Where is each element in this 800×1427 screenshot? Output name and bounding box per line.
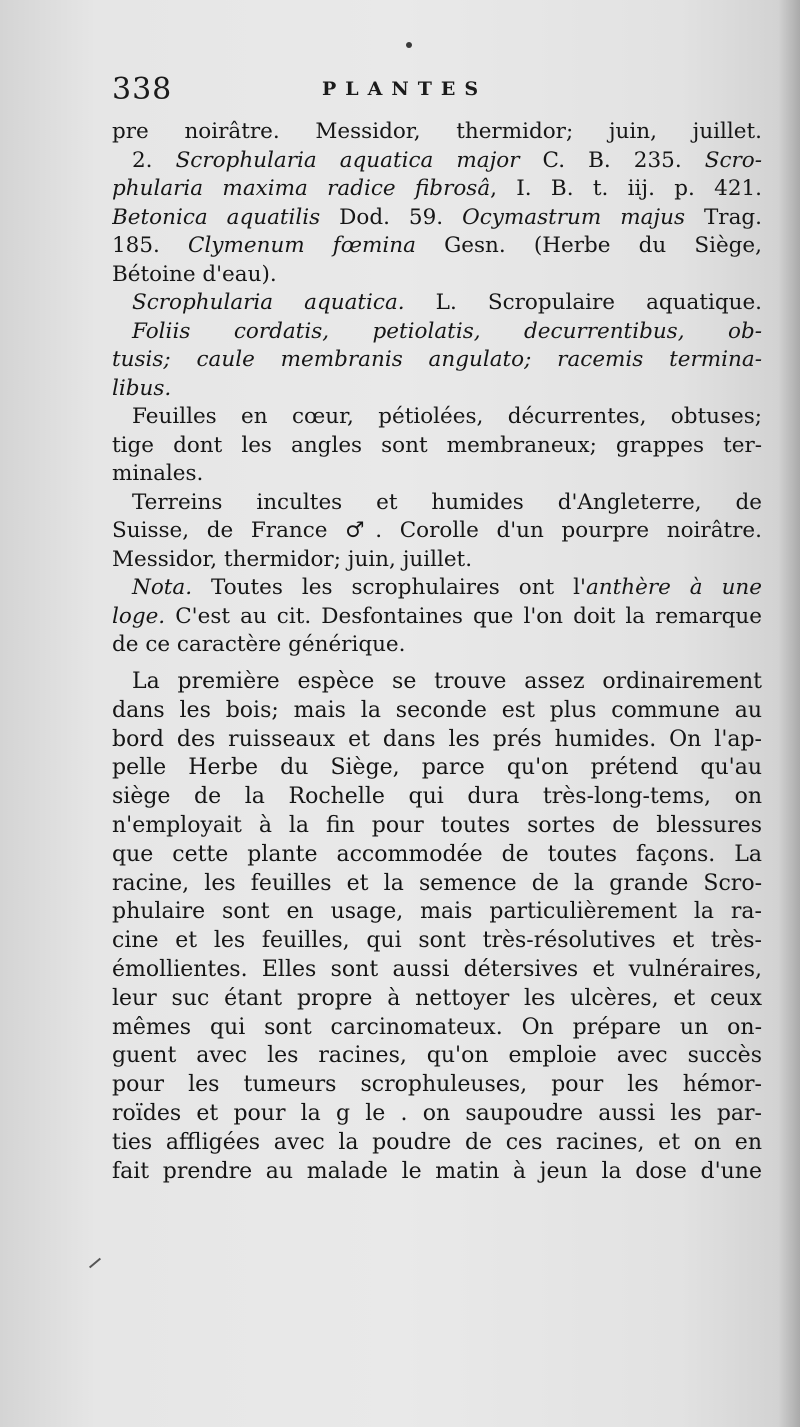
- page-edge-shadow: [778, 0, 800, 1427]
- text-run: 2.: [132, 147, 176, 173]
- text-run-italic: Scrophularia aquatica.: [132, 290, 405, 315]
- paragraph-line: leur suc étant propre à nettoyer les ulcères, et ceux: [112, 985, 762, 1011]
- text-run: , I. B. t. iij. p. 421.: [490, 176, 762, 201]
- nota-line: [112, 603, 762, 632]
- text-line: [112, 175, 762, 204]
- commentary-paragraph: [112, 668, 762, 1186]
- text-run: Trag.: [684, 204, 762, 230]
- paragraph-line: siège de la Rochelle qui dura très-long-tems, on: [112, 784, 762, 810]
- paragraph-line: La première espèce se trouve assez ordinairement: [132, 669, 762, 694]
- text-run: Dod. 59.: [320, 204, 463, 230]
- paragraph-line: cine et les feuilles, qui sont très-résolutives et très-: [112, 928, 762, 954]
- text-line: [112, 232, 762, 261]
- text-line: Suisse, de France ♂. Corolle d'un pourpre noirâtre.: [112, 518, 762, 543]
- text-line-italic: tusis; caule membranis angulato; racemis termina-: [112, 347, 762, 372]
- ink-dot: [406, 42, 412, 48]
- text-run-italic: Clymenum fœmina: [188, 233, 416, 258]
- nota-label: Nota.: [132, 575, 193, 600]
- text-run-italic: anthère à une: [585, 575, 762, 600]
- text-run-italic: Betonica aquatilis: [112, 204, 321, 230]
- paragraph-line: émollientes. Elles sont aussi détersives et vulnéraires,: [112, 956, 762, 982]
- text-line: Messidor, thermidor; juin, juillet.: [112, 546, 473, 572]
- text-line: Bétoine d'eau).: [112, 261, 277, 287]
- text-run: Gesn. (Herbe du Siège,: [415, 233, 762, 258]
- paragraph-line: n'employait à la fin pour toutes sortes de blessures: [112, 812, 762, 838]
- text-run-italic: Scrophularia aquatica major: [175, 147, 520, 173]
- paragraph-line: dans les bois; mais la seconde est plus commune au: [112, 697, 762, 723]
- stray-ink-mark: [89, 1258, 101, 1269]
- species-description: [112, 118, 762, 660]
- paragraph-line: phulaire sont en usage, mais particulièrement la ra-: [112, 899, 762, 925]
- nota-line: [112, 574, 762, 603]
- text-line: [112, 204, 762, 233]
- paragraph-line: roïdes et pour la g le . on saupoudre aussi les par-: [112, 1100, 762, 1126]
- text-line: pre noirâtre. Messidor, thermidor; juin, juillet.: [112, 119, 762, 144]
- text-run-italic: Ocymastrum majus: [462, 204, 685, 230]
- paragraph-line: mêmes qui sont carcinomateux. On prépare un on-: [112, 1014, 762, 1040]
- text-line: Feuilles en cœur, pétiolées, décurrentes, obtuses;: [132, 404, 762, 429]
- paragraph-line: racine, les feuilles et la semence de la grande Scro-: [112, 870, 762, 896]
- text-run: C'est au cit. Desfontaines que l'on doit la remarque: [165, 603, 762, 629]
- text-run: C. B. 235.: [519, 147, 705, 173]
- text-line: [112, 147, 762, 176]
- paragraph-line: que cette plante accommodée de toutes façons. La: [112, 841, 762, 867]
- text-line-italic: Foliis cordatis, petiolatis, decurrentibus, ob-: [132, 318, 762, 344]
- text-line-italic: libus.: [112, 375, 172, 401]
- running-head: PLANTES: [322, 78, 488, 100]
- text-run: 185.: [112, 233, 189, 258]
- text-run-italic: phularia maxima radice fibrosâ: [112, 176, 491, 201]
- paragraph-line: fait prendre au malade le matin à jeun la dose d'une: [112, 1158, 762, 1184]
- text-line: Terreins incultes et humides d'Angleterre, de: [132, 489, 762, 515]
- text-run-italic: loge.: [112, 603, 166, 629]
- text-line: tige dont les angles sont membraneux; grappes ter-: [112, 432, 762, 458]
- text-run: L. Scropulaire aquatique.: [404, 290, 762, 315]
- page-number: 338: [112, 72, 173, 107]
- paragraph-line: pelle Herbe du Siège, parce qu'on prétend qu'au: [112, 755, 762, 781]
- nota-line: de ce caractère générique.: [112, 632, 406, 657]
- text-run: Toutes les scrophulaires ont l': [192, 575, 586, 600]
- text-line: [112, 289, 762, 318]
- paragraph-line: ties affligées avec la poudre de ces racines, et on en: [112, 1129, 762, 1155]
- page-header: [112, 72, 762, 112]
- text-run-italic: Scro-: [704, 147, 762, 173]
- text-line: minales.: [112, 461, 204, 486]
- paragraph-line: guent avec les racines, qu'on emploie avec succès: [112, 1043, 762, 1069]
- paragraph-line: pour les tumeurs scrophuleuses, pour les hémor-: [112, 1072, 762, 1098]
- paragraph-line: bord des ruisseaux et dans les prés humides. On l'ap-: [112, 726, 762, 752]
